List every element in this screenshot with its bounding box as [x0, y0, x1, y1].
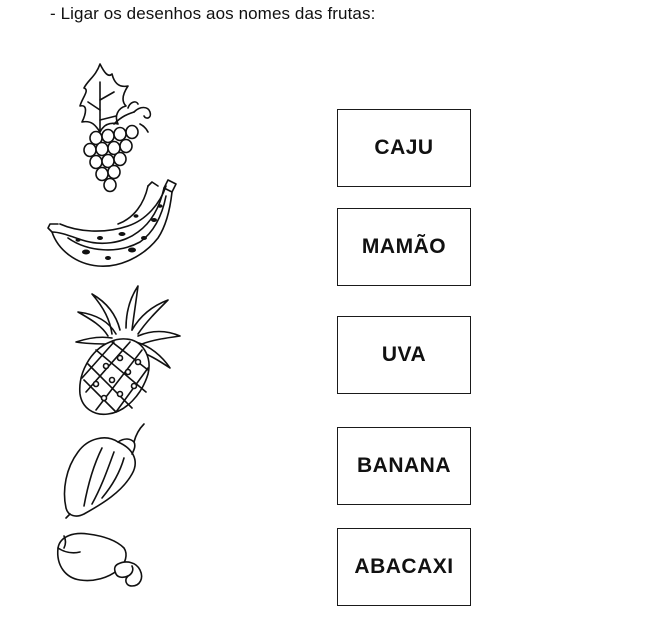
name-box-abacaxi[interactable] — [337, 528, 471, 606]
instruction-text: - Ligar os desenhos aos nomes das frutas: — [50, 4, 376, 23]
pineapple-icon[interactable] — [72, 284, 184, 416]
name-box-caju[interactable] — [337, 109, 471, 187]
name-label-banana: BANANA — [357, 454, 451, 477]
name-label-mamao: MAMÃO — [361, 235, 447, 258]
name-box-uva[interactable] — [337, 316, 471, 394]
grapes-icon[interactable] — [70, 62, 165, 197]
papaya-icon[interactable] — [62, 418, 147, 518]
name-label-abacaxi: ABACAXI — [354, 555, 454, 578]
name-label-uva: UVA — [381, 343, 427, 366]
name-box-banana[interactable] — [337, 427, 471, 505]
cashew-icon[interactable] — [54, 530, 149, 592]
name-box-mamao[interactable] — [337, 208, 471, 286]
banana-icon[interactable] — [48, 180, 183, 275]
name-label-caju: CAJU — [374, 136, 434, 159]
